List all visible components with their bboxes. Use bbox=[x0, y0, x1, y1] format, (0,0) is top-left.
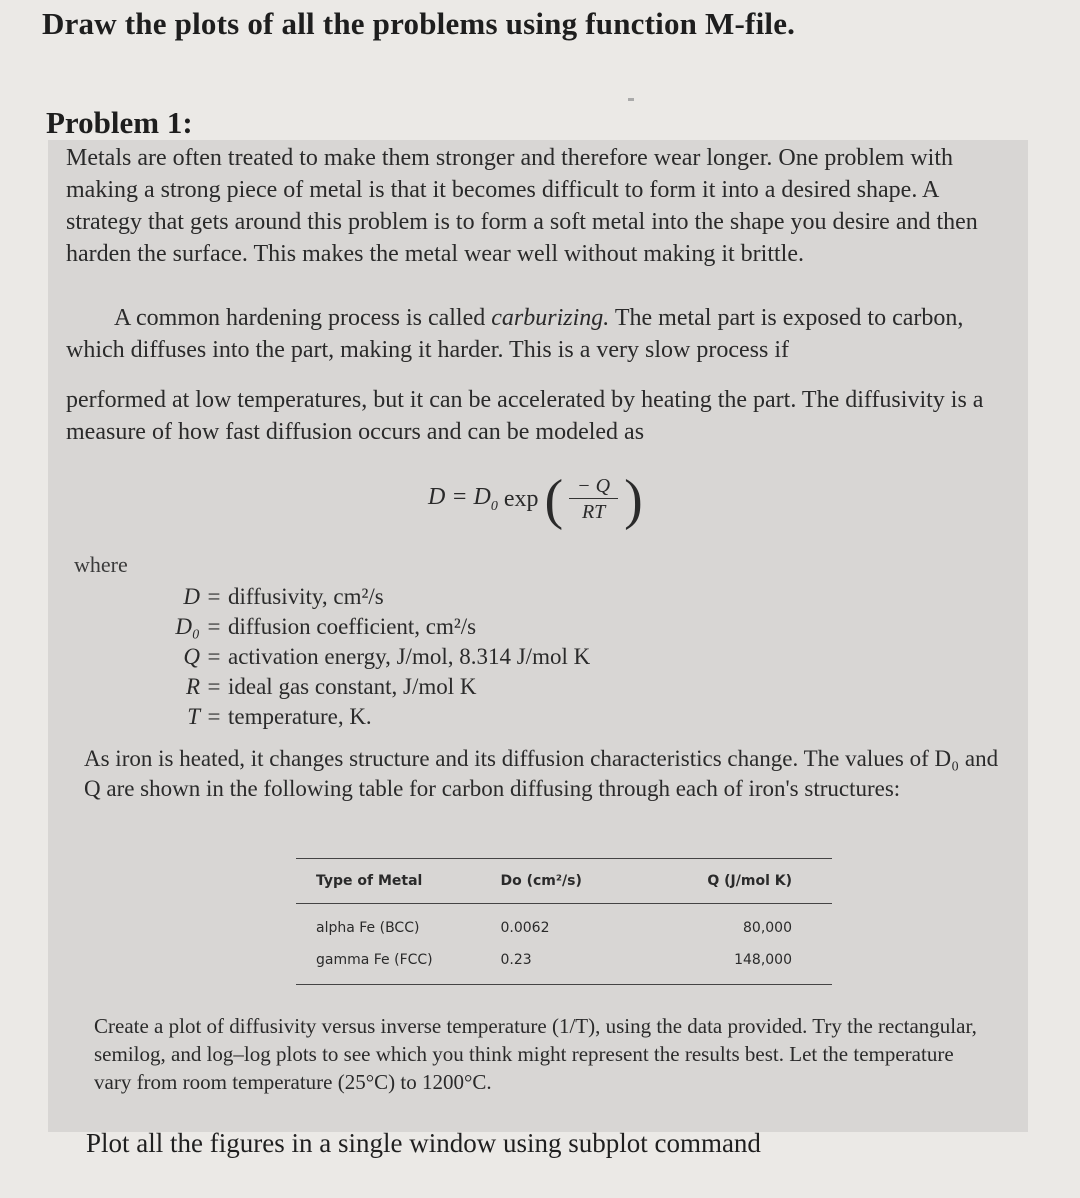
formula-lhs: $D = D_0$ bbox=[428, 484, 498, 514]
formula-paren-right: ) bbox=[624, 468, 643, 531]
footer-instruction: Plot all the figures in a single window using subplot command bbox=[86, 1128, 761, 1158]
paragraph-iron: As iron is heated, it changes structure and its diffusion characteristics change. The values of D₀ and Q are shown in the following table for carbon diffusing through each of iron's structures: bbox=[84, 746, 999, 801]
table-rule-bottom bbox=[296, 984, 832, 985]
diffusivity-formula bbox=[428, 468, 643, 531]
paragraph-carburizing bbox=[66, 302, 1010, 366]
definition-item: D₀ = diffusion coefficient, cm²/s bbox=[175, 614, 477, 639]
table-header-row bbox=[296, 859, 832, 903]
formula-exp: exp bbox=[503, 486, 539, 512]
formula-paren-left: ( bbox=[544, 468, 564, 531]
definitions-list bbox=[156, 582, 590, 732]
paragraph-intro: Metals are often treated to make them stronger and therefore wear longer. One problem with making a strong piece of metal is that it becomes difficult to form it into a desired shape. A strategy that gets around this problem is to form a soft metal into the shape you desire and then harden the surface. This makes the metal wear well without making it brittle. bbox=[66, 145, 978, 267]
formula-numerator: − Q bbox=[569, 474, 618, 499]
where-label: where bbox=[74, 552, 128, 577]
screen-smudge bbox=[628, 98, 634, 101]
definition-item: Q = activation energy, J/mol, 8.314 J/mol K bbox=[183, 644, 591, 669]
page-heading: Draw the plots of all the problems using function M-file. bbox=[42, 6, 796, 41]
header-q: Q (J/mol K) bbox=[707, 873, 792, 889]
header-do: Do (cm²/s) bbox=[500, 873, 582, 889]
definition-item: T = temperature, K. bbox=[187, 704, 372, 729]
formula-fraction bbox=[569, 474, 618, 525]
paragraph-carburizing-after: The metal part is exposed to carbon, which diffuses into the part, making it harder. This is a very slow process if bbox=[66, 305, 964, 363]
definition-item: R = ideal gas constant, J/mol K bbox=[185, 674, 477, 699]
table-row: alpha Fe (BCC) 0.0062 80,000 bbox=[316, 920, 792, 936]
paragraph-task: Create a plot of diffusivity versus inverse temperature (1/T), using the data provided. Try the rectangular, semilog, and log–log plots to see which you think might represent the results best. Let the temperature vary from room temperature (25°C) to 1200°C. bbox=[94, 1014, 977, 1094]
carburizing-term: carburizing. bbox=[491, 305, 610, 331]
table-row: gamma Fe (FCC) 0.23 148,000 bbox=[316, 952, 792, 968]
paragraph-carburizing-before: A common hardening process is called bbox=[114, 305, 492, 331]
formula-subscript: 0 bbox=[490, 498, 498, 514]
problem-title: Problem 1: bbox=[46, 105, 193, 140]
header-type: Type of Metal bbox=[316, 873, 423, 889]
iron-data-table bbox=[296, 858, 832, 985]
definition-item: D = diffusivity, cm²/s bbox=[183, 584, 384, 609]
paragraph-diffusivity: performed at low temperatures, but it can be accelerated by heating the part. The diffusivity is a measure of how fast diffusion occurs and can be modeled as bbox=[66, 387, 984, 445]
formula-denominator: RT bbox=[581, 501, 606, 523]
problem-panel bbox=[48, 140, 1028, 1132]
